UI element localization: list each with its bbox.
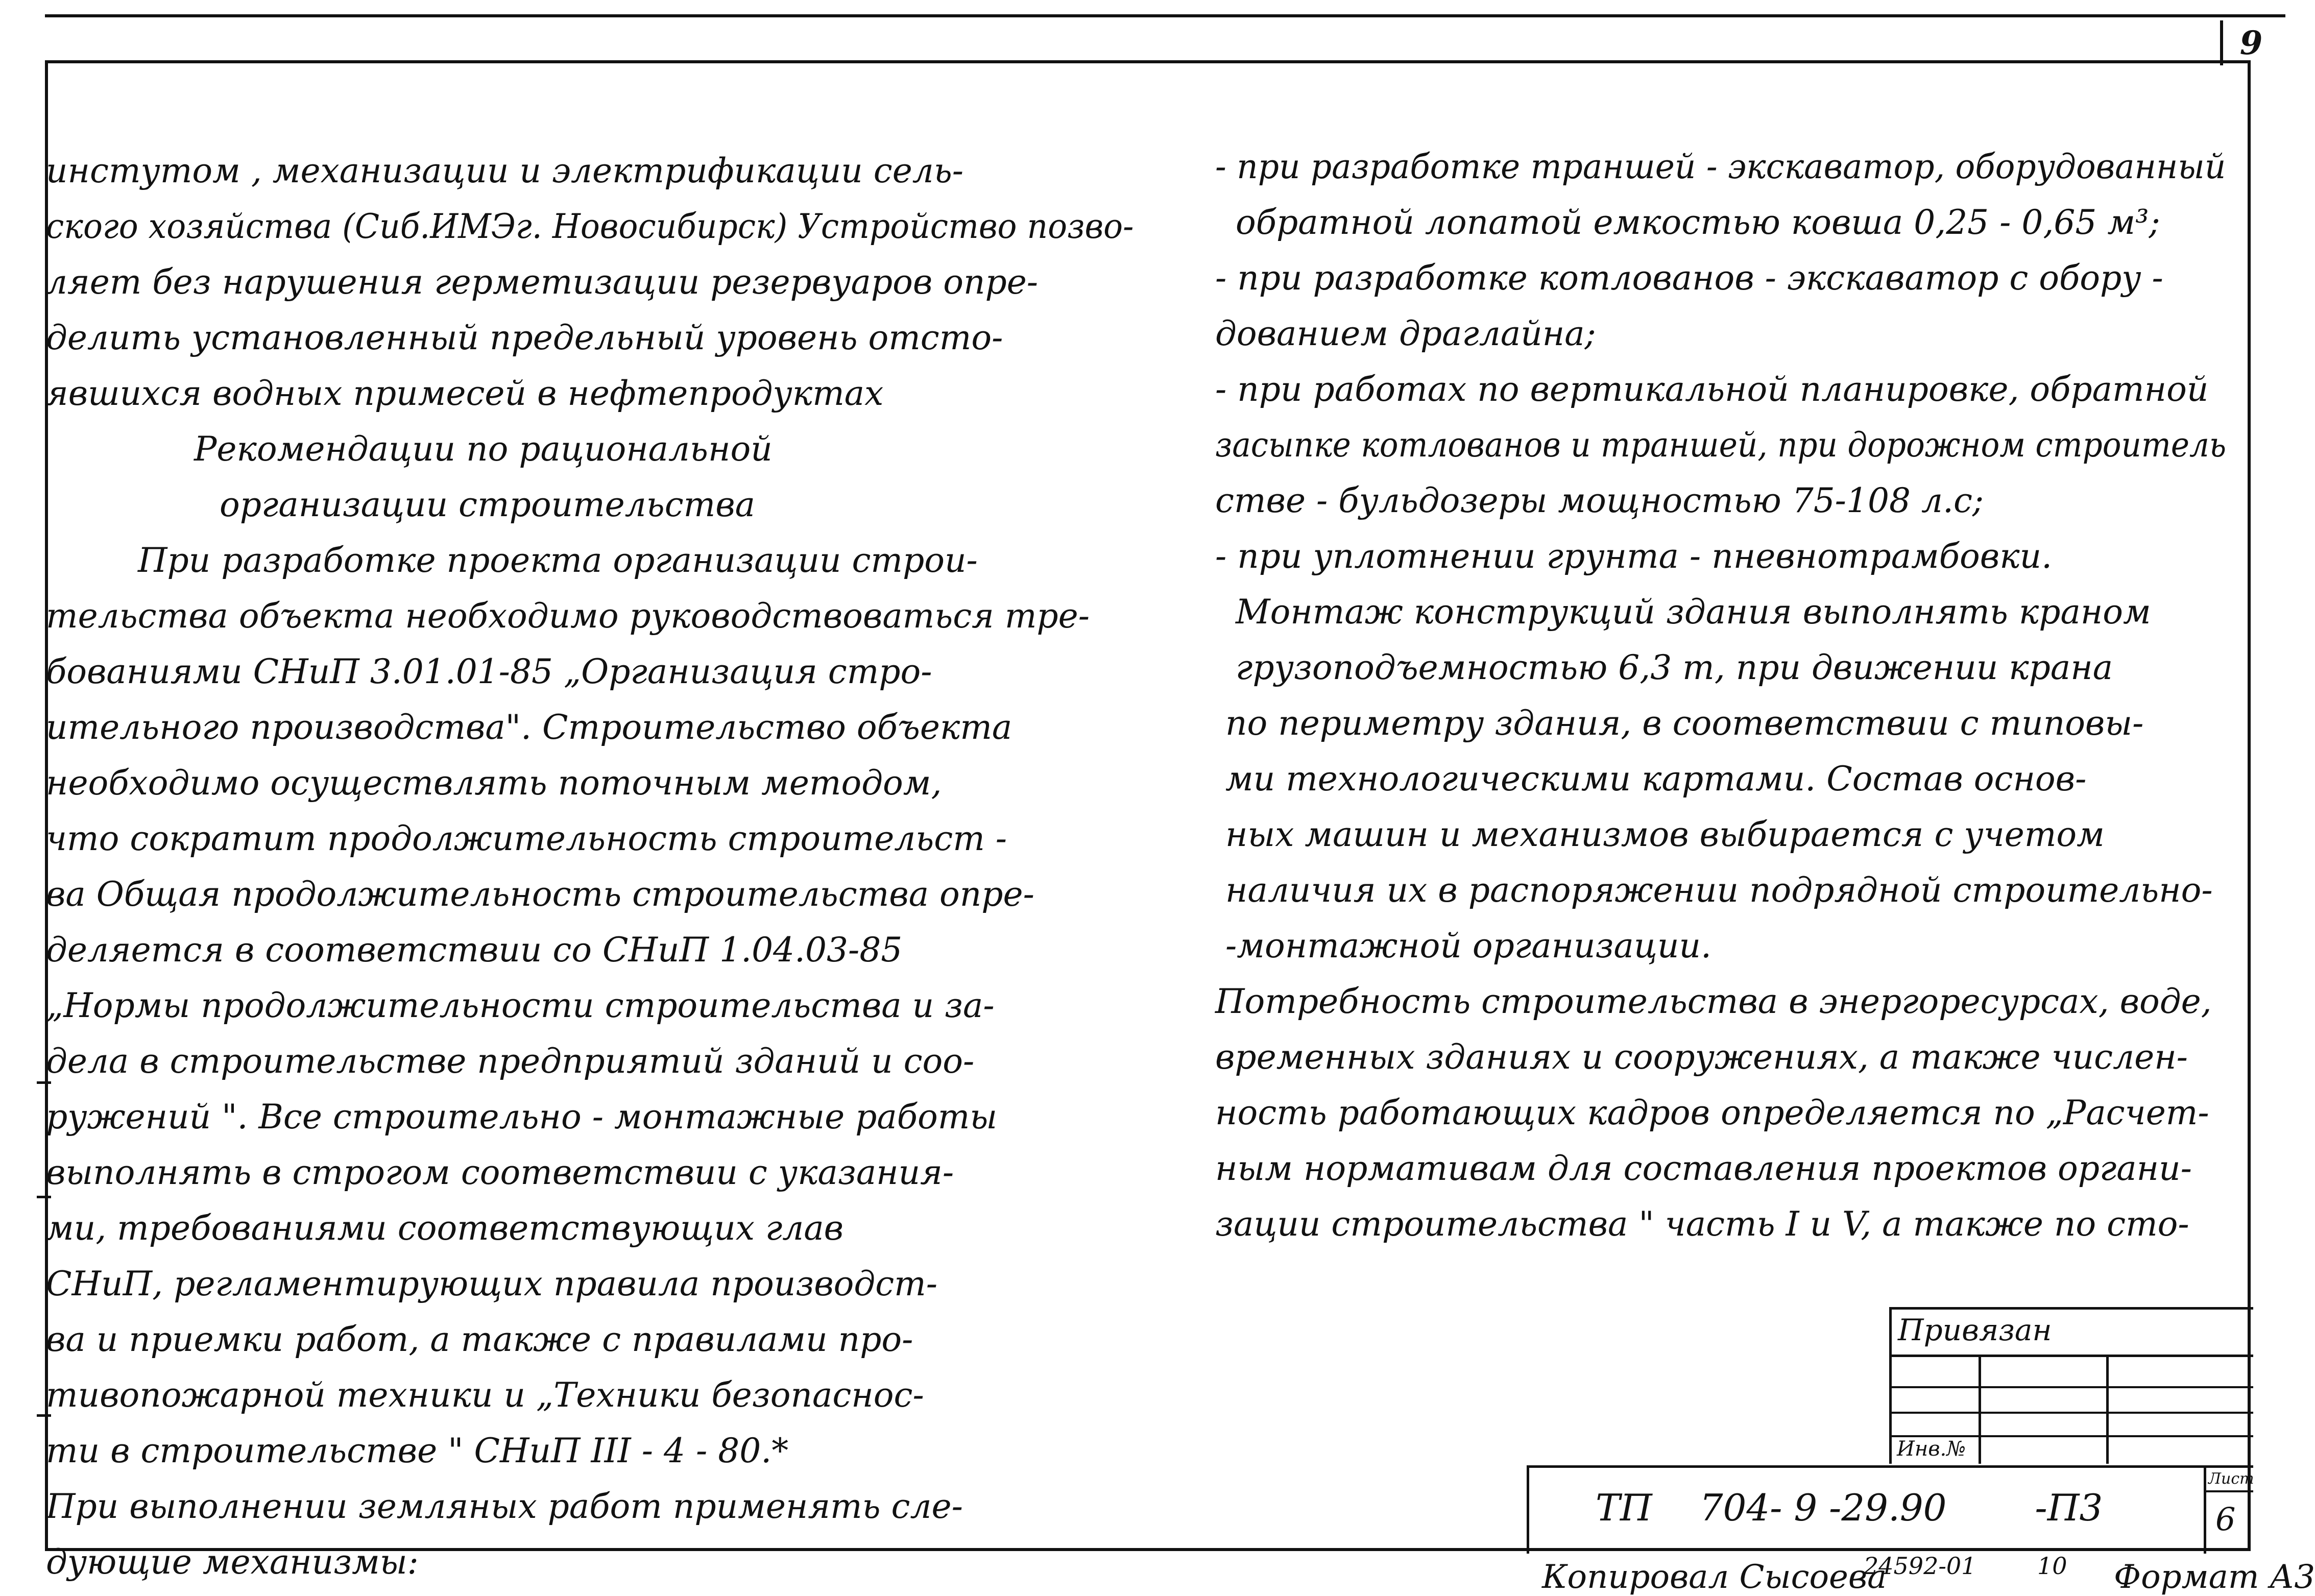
copy-page: 10 bbox=[2037, 1552, 2067, 1580]
top-border-line bbox=[45, 14, 2285, 17]
text-line: - при разработке траншей - экскаватор, оборудованный bbox=[1215, 147, 2226, 186]
text-line: дела в строительстве предприятий зданий и соо- bbox=[46, 1042, 975, 1081]
text-line: необходимо осуществлять поточным методом, bbox=[46, 763, 942, 803]
text-line: При разработке проекта организации строи- bbox=[138, 541, 978, 580]
right-text-column bbox=[1215, 139, 2226, 1252]
inventory-number-label: Инв.№ bbox=[1897, 1437, 1966, 1461]
text-line: „Нормы продолжительности строительства и за- bbox=[46, 986, 995, 1025]
section-heading: Рекомендации по рациональной bbox=[194, 429, 773, 469]
paper-format: Формат А3 bbox=[2114, 1558, 2315, 1596]
left-text-column bbox=[46, 143, 1134, 1590]
title-block bbox=[1527, 1465, 2253, 1554]
text-line: выполнять в строгом соответствии с указания- bbox=[46, 1153, 954, 1192]
text-line: обратной лопатой емкостью ковша 0,25 - 0,65 м³; bbox=[1236, 203, 2160, 242]
text-line: засыпке котлованов и траншей, при дорожном строитель bbox=[1215, 425, 2227, 465]
text-line: СНиП, регламентирующих правила производст- bbox=[46, 1264, 938, 1303]
text-line: Монтаж конструкций здания выполнять краном bbox=[1236, 592, 2151, 632]
text-line: - при уплотнении грунта - пневнотрамбовки. bbox=[1215, 537, 2053, 576]
order-code: 24592-01 bbox=[1864, 1552, 1976, 1580]
text-line: ва Общая продолжительность строительства опре- bbox=[46, 875, 1034, 914]
text-line: грузоподъемностью 6,3 т, при движении крана bbox=[1236, 648, 2113, 687]
sheet-label: Лист bbox=[2208, 1470, 2254, 1488]
text-line: ляет без нарушения герметизации резервуаров опре- bbox=[46, 262, 1039, 302]
text-line: временных зданиях и сооружениях, а также числен- bbox=[1215, 1037, 2188, 1077]
text-line: тивопожарной техники и „Техники безопаснос- bbox=[46, 1375, 924, 1415]
sheet-number-box bbox=[2204, 1468, 2253, 1554]
text-line: ского хозяйства (Сиб.ИМЭг. Новосибирск) Устройство позво- bbox=[46, 207, 1134, 246]
copied-by: Копировал Сысоева bbox=[1542, 1558, 1887, 1596]
text-line: ных машин и механизмов выбирается с учетом bbox=[1225, 815, 2105, 854]
text-line: - при работах по вертикальной планировке, обратной bbox=[1215, 370, 2209, 409]
text-line: ным нормативам для составления проектов органи- bbox=[1215, 1149, 2192, 1188]
text-line: дующие механизмы: bbox=[46, 1542, 419, 1582]
text-line: делить установленный предельный уровень отсто- bbox=[46, 318, 1003, 357]
text-line: - при разработке котлованов - экскаватор с обору - bbox=[1215, 258, 2163, 298]
privyazan-label: Привязан bbox=[1898, 1313, 2052, 1347]
section-suffix: -П3 bbox=[2035, 1486, 2103, 1529]
text-line: ность работающих кадров определяется по „Расчет- bbox=[1215, 1093, 2209, 1132]
text-line: бованиями СНиП 3.01.01-85 „Организация стро- bbox=[46, 652, 932, 691]
text-line: ва и приемки работ, а также с правилами про- bbox=[46, 1320, 913, 1359]
stamp-rule bbox=[2106, 1355, 2109, 1464]
stamp-rule bbox=[1892, 1412, 2253, 1414]
text-line: что сократит продолжительность строительст - bbox=[46, 819, 1007, 858]
text-line: ми, требованиями соответствующих глав bbox=[46, 1208, 844, 1248]
text-line: зации строительства " часть I и V, а также по сто- bbox=[1215, 1204, 2189, 1244]
text-line: ительного производства". Строительство объекта bbox=[46, 708, 1012, 747]
sheet-number: 6 bbox=[2215, 1501, 2236, 1538]
text-line: инстутом , механизации и электрификации сель- bbox=[46, 151, 964, 190]
text-line: по периметру здания, в соответствии с типовы- bbox=[1225, 704, 2144, 743]
document-code bbox=[1596, 1486, 2103, 1529]
text-line: ружений ". Все строительно - монтажные работы bbox=[46, 1097, 998, 1136]
page-number: 9 bbox=[2220, 20, 2279, 65]
text-line: дованием драглайна; bbox=[1215, 314, 1596, 353]
text-line: наличия их в распоряжении подрядной строительно- bbox=[1225, 870, 2213, 910]
text-line: ми технологическими картами. Состав основ- bbox=[1225, 759, 2087, 799]
text-line: тельства объекта необходимо руководствоваться тре- bbox=[46, 596, 1090, 636]
stamp-rule bbox=[1892, 1386, 2253, 1388]
text-line: ти в строительстве " СНиП III - 4 - 80.* bbox=[46, 1431, 789, 1470]
text-line: При выполнении земляных работ применять сле- bbox=[46, 1487, 963, 1526]
binding-stamp bbox=[1889, 1307, 2253, 1464]
section-heading: организации строительства bbox=[220, 485, 756, 524]
text-line: деляется в соответствии со СНиП 1.04.03-85 bbox=[46, 930, 903, 970]
series-code: ТП bbox=[1596, 1486, 1652, 1529]
sheet-box-rule bbox=[2206, 1490, 2253, 1492]
project-number: 704- 9 -29.90 bbox=[1699, 1486, 1947, 1529]
stamp-rule bbox=[1892, 1355, 2253, 1357]
text-line: Потребность строительства в энергоресурсах, воде, bbox=[1215, 982, 2212, 1021]
text-line: -монтажной организации. bbox=[1225, 926, 1711, 965]
stamp-rule bbox=[1979, 1355, 1981, 1464]
text-line: стве - бульдозеры мощностью 75-108 л.с; bbox=[1215, 481, 1984, 520]
text-line: явшихся водных примесей в нефтепродуктах bbox=[46, 374, 884, 413]
